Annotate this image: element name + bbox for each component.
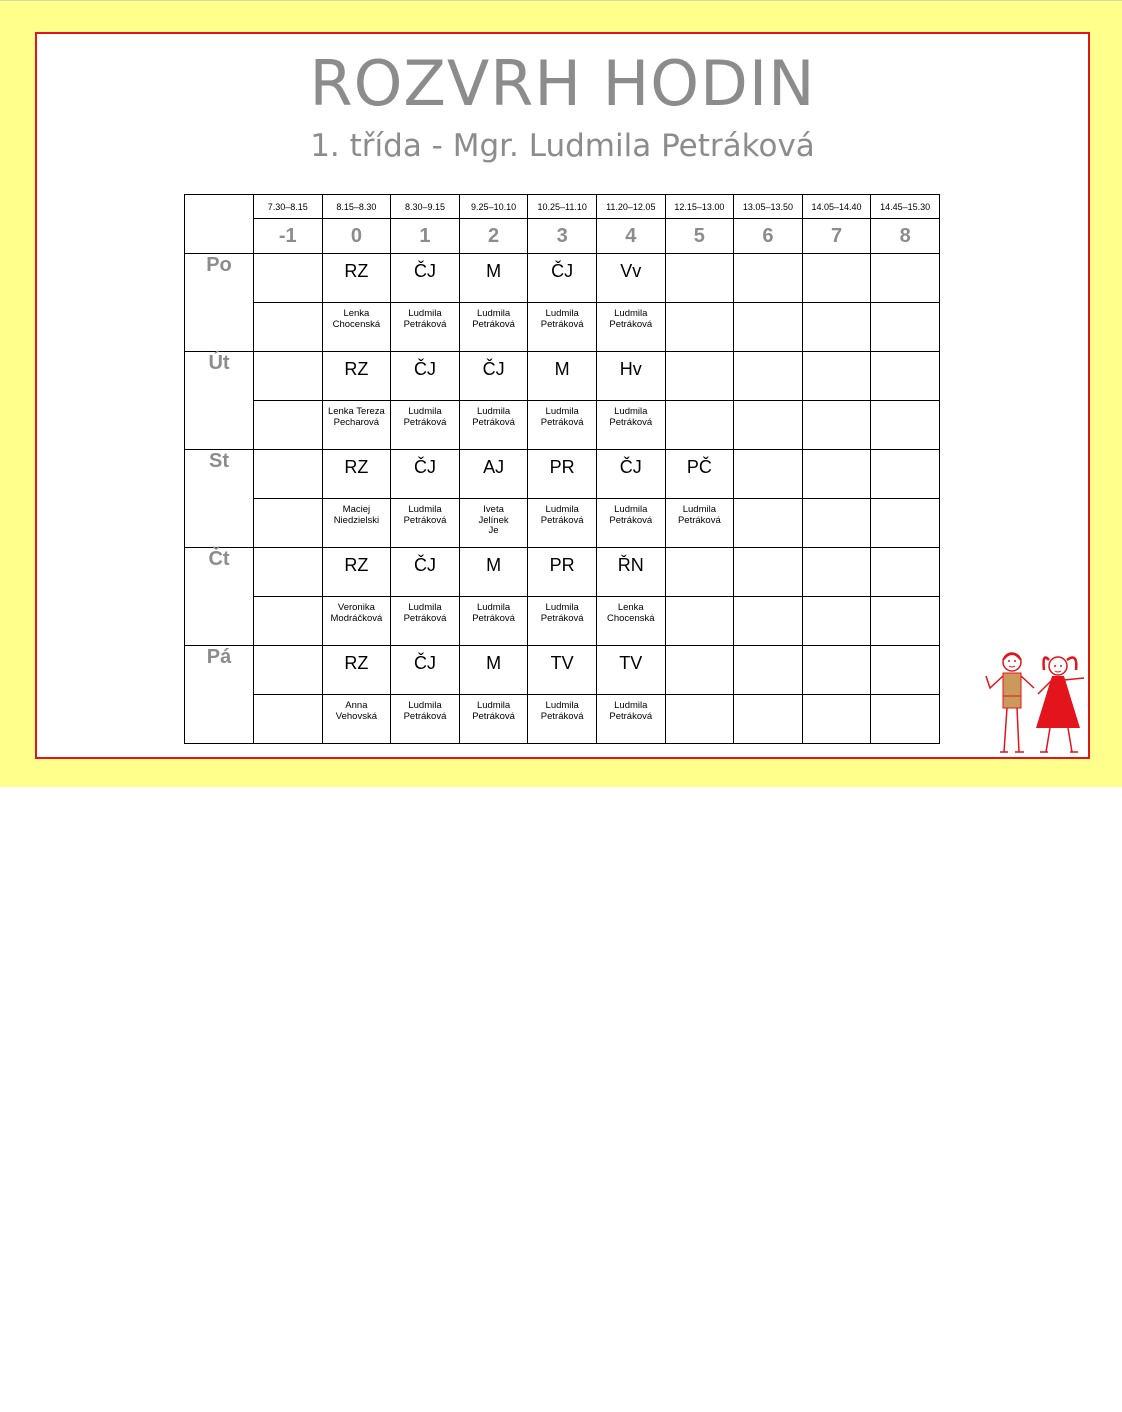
table-row — [185, 303, 940, 352]
subject-cell — [802, 352, 871, 401]
subject-cell — [871, 352, 940, 401]
teacher-name: Ludmila Petráková — [472, 406, 515, 428]
teacher-cell — [665, 499, 734, 548]
subject-cell — [459, 646, 528, 695]
teacher-cell — [254, 597, 323, 646]
lesson-number: 3 — [528, 219, 597, 254]
teacher-cell — [802, 695, 871, 744]
subject-cell — [322, 548, 391, 597]
teacher-cell — [528, 695, 597, 744]
day-label: Čt — [185, 548, 254, 646]
teacher-cell — [391, 499, 460, 548]
subject-label: PR — [549, 457, 575, 477]
subject-cell — [322, 450, 391, 499]
teacher-cell — [528, 499, 597, 548]
page-subtitle: 1. třída - Mgr. Ludmila Petráková — [310, 128, 815, 164]
subject-cell — [802, 646, 871, 695]
subject-label: ČJ — [413, 555, 436, 575]
teacher-cell — [254, 401, 323, 450]
teacher-cell — [459, 303, 528, 352]
subject-label: ČJ — [413, 359, 436, 379]
table-row — [185, 254, 940, 303]
teacher-name: Ludmila Petráková — [609, 406, 653, 428]
teacher-cell — [459, 499, 528, 548]
subject-cell — [459, 254, 528, 303]
teacher-name: Ludmila Petráková — [677, 504, 721, 526]
teacher-name: Ludmila Petráková — [403, 504, 447, 526]
subject-cell — [254, 646, 323, 695]
teacher-name: Veronika Modráčková — [330, 602, 383, 624]
teacher-name: Ludmila Petráková — [403, 700, 447, 722]
teacher-cell — [665, 597, 734, 646]
subject-cell — [528, 254, 597, 303]
teacher-name: Ludmila Petráková — [472, 700, 515, 722]
subject-cell — [596, 646, 665, 695]
teacher-cell — [391, 695, 460, 744]
subject-label: PČ — [686, 457, 712, 477]
times-row — [185, 195, 940, 219]
teacher-cell — [871, 401, 940, 450]
teacher-name: Ludmila Petráková — [540, 700, 584, 722]
subject-cell — [528, 548, 597, 597]
subject-cell — [254, 548, 323, 597]
teacher-cell — [871, 303, 940, 352]
subject-label: M — [486, 555, 502, 575]
teacher-cell — [528, 303, 597, 352]
teacher-name: Ludmila Petráková — [403, 308, 447, 330]
subject-cell — [734, 646, 803, 695]
subject-cell — [665, 254, 734, 303]
teacher-cell — [254, 499, 323, 548]
lesson-number: -1 — [254, 219, 323, 254]
lesson-number: 1 — [391, 219, 460, 254]
subject-label: ČJ — [413, 653, 436, 673]
subject-cell — [802, 548, 871, 597]
subject-cell — [665, 450, 734, 499]
subject-cell — [459, 548, 528, 597]
teacher-name: Ludmila Petráková — [609, 308, 653, 330]
lesson-number: 5 — [665, 219, 734, 254]
subject-cell — [871, 450, 940, 499]
teacher-cell — [871, 695, 940, 744]
subject-cell — [459, 352, 528, 401]
teacher-cell — [596, 401, 665, 450]
teacher-cell — [528, 597, 597, 646]
subject-label: Vv — [620, 261, 642, 281]
teacher-cell — [734, 401, 803, 450]
teacher-cell — [734, 695, 803, 744]
subject-cell — [802, 450, 871, 499]
teacher-cell — [391, 303, 460, 352]
teacher-cell — [459, 597, 528, 646]
page-title: ROZVRH HODIN — [309, 47, 816, 120]
schedule-table — [184, 194, 940, 744]
time-header: 7.30–8.15 — [254, 195, 323, 219]
subject-cell — [322, 352, 391, 401]
teacher-cell — [391, 597, 460, 646]
subject-cell — [802, 254, 871, 303]
subject-cell — [459, 450, 528, 499]
teacher-name: Lenka Tereza Pecharová — [327, 406, 385, 428]
teacher-name: Ludmila Petráková — [403, 406, 447, 428]
subject-label: PR — [549, 555, 575, 575]
teacher-name: Lenka Chocenská — [332, 308, 381, 330]
table-row — [185, 401, 940, 450]
teacher-cell — [322, 695, 391, 744]
corner-cell — [185, 195, 254, 254]
table-row — [185, 695, 940, 744]
kids-drawing-icon — [982, 648, 1090, 758]
teacher-cell — [459, 695, 528, 744]
teacher-cell — [391, 401, 460, 450]
teacher-name: Ludmila Petráková — [609, 504, 653, 526]
teacher-cell — [802, 303, 871, 352]
teacher-cell — [322, 303, 391, 352]
teacher-name: Maciej Niedzielski — [333, 504, 380, 526]
teacher-name: Lenka Chocenská — [607, 602, 655, 624]
teacher-name: Ludmila Petráková — [609, 700, 653, 722]
day-label: Pá — [185, 646, 254, 744]
subject-label: ČJ — [413, 457, 436, 477]
time-header: 14.05–14.40 — [802, 195, 871, 219]
lesson-number-row — [185, 219, 940, 254]
day-label: St — [185, 450, 254, 548]
subject-label: M — [554, 359, 570, 379]
teacher-cell — [596, 597, 665, 646]
teacher-cell — [528, 401, 597, 450]
subject-label: M — [486, 261, 502, 281]
subject-cell — [391, 254, 460, 303]
subject-label: RZ — [344, 653, 369, 673]
subject-cell — [322, 254, 391, 303]
table-row — [185, 450, 940, 499]
subject-label: RZ — [344, 359, 369, 379]
subject-cell — [322, 646, 391, 695]
teacher-cell — [322, 401, 391, 450]
teacher-cell — [734, 597, 803, 646]
teacher-name: Ludmila Petráková — [403, 602, 447, 624]
subject-cell — [391, 646, 460, 695]
teacher-cell — [871, 499, 940, 548]
subject-cell — [871, 254, 940, 303]
teacher-cell — [734, 303, 803, 352]
subject-cell — [734, 254, 803, 303]
subject-cell — [391, 548, 460, 597]
lesson-number: 6 — [734, 219, 803, 254]
subject-label: RZ — [344, 261, 369, 281]
subject-label: TV — [550, 653, 574, 673]
lesson-number: 4 — [596, 219, 665, 254]
subject-cell — [665, 646, 734, 695]
teacher-cell — [322, 499, 391, 548]
time-header: 10.25–11.10 — [528, 195, 597, 219]
subject-cell — [871, 646, 940, 695]
teacher-cell — [596, 303, 665, 352]
teacher-cell — [596, 695, 665, 744]
lesson-number: 2 — [459, 219, 528, 254]
subject-label: ČJ — [482, 359, 505, 379]
table-row — [185, 646, 940, 695]
subject-label: ŘN — [617, 555, 644, 575]
day-label: Po — [185, 254, 254, 352]
subject-label: M — [486, 653, 502, 673]
teacher-cell — [459, 401, 528, 450]
subject-cell — [734, 352, 803, 401]
teacher-name: Ludmila Petráková — [472, 602, 515, 624]
table-row — [185, 548, 940, 597]
subject-cell — [391, 352, 460, 401]
teacher-cell — [254, 303, 323, 352]
teacher-cell — [734, 499, 803, 548]
teacher-name: Anna Vehovská — [335, 700, 377, 722]
teacher-name: Ludmila Petráková — [540, 308, 584, 330]
teacher-cell — [802, 401, 871, 450]
time-header: 13.05–13.50 — [734, 195, 803, 219]
lesson-number: 0 — [322, 219, 391, 254]
teacher-cell — [665, 401, 734, 450]
day-label: Út — [185, 352, 254, 450]
subject-cell — [528, 352, 597, 401]
table-row — [185, 499, 940, 548]
subject-cell — [665, 352, 734, 401]
subject-label: ČJ — [413, 261, 436, 281]
teacher-cell — [596, 499, 665, 548]
teacher-cell — [665, 695, 734, 744]
teacher-cell — [254, 695, 323, 744]
subject-label: RZ — [344, 555, 369, 575]
teacher-cell — [802, 499, 871, 548]
teacher-name: Ludmila Petráková — [540, 602, 584, 624]
subject-cell — [734, 450, 803, 499]
subject-label: ČJ — [551, 261, 574, 281]
teacher-name: Ludmila Petráková — [540, 504, 584, 526]
subject-label: Hv — [619, 359, 642, 379]
teacher-cell — [802, 597, 871, 646]
teacher-name: Iveta Jelínek Je — [478, 504, 509, 536]
subject-cell — [254, 450, 323, 499]
table-row — [185, 352, 940, 401]
time-header: 8.15–8.30 — [322, 195, 391, 219]
teacher-name: Ludmila Petráková — [472, 308, 515, 330]
lesson-number: 8 — [871, 219, 940, 254]
subject-cell — [596, 548, 665, 597]
time-header: 8.30–9.15 — [391, 195, 460, 219]
subject-cell — [734, 548, 803, 597]
subject-cell — [528, 450, 597, 499]
table-row — [185, 597, 940, 646]
subject-cell — [871, 548, 940, 597]
subject-cell — [596, 450, 665, 499]
subject-cell — [596, 254, 665, 303]
subject-label: ČJ — [619, 457, 642, 477]
time-header: 12.15–13.00 — [665, 195, 734, 219]
subject-label: AJ — [483, 457, 505, 477]
subject-cell — [665, 548, 734, 597]
teacher-cell — [322, 597, 391, 646]
teacher-cell — [665, 303, 734, 352]
time-header: 11.20–12.05 — [596, 195, 665, 219]
subject-cell — [254, 352, 323, 401]
subject-cell — [528, 646, 597, 695]
time-header: 9.25–10.10 — [459, 195, 528, 219]
time-header: 14.45–15.30 — [871, 195, 940, 219]
subject-cell — [596, 352, 665, 401]
teacher-name: Ludmila Petráková — [540, 406, 584, 428]
subject-label: TV — [619, 653, 643, 673]
subject-cell — [391, 450, 460, 499]
teacher-cell — [871, 597, 940, 646]
lesson-number: 7 — [802, 219, 871, 254]
subject-label: RZ — [344, 457, 369, 477]
subject-cell — [254, 254, 323, 303]
